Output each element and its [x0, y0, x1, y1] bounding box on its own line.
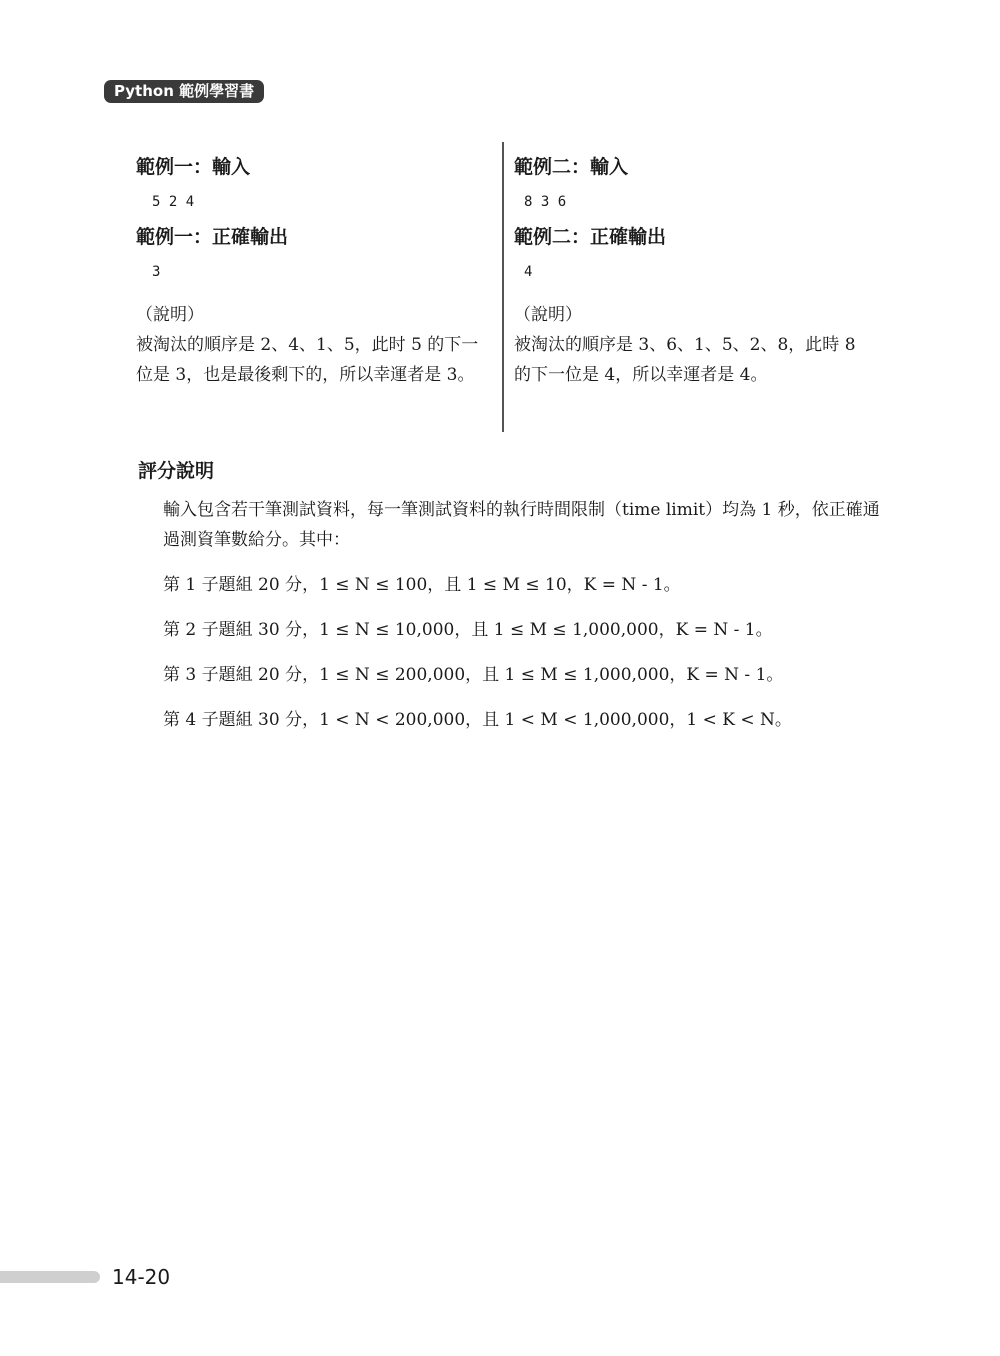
book-title-badge: Python 範例學習書: [104, 80, 264, 103]
subtask-rule-3: 第 3 子題組 20 分，1 ≤ N ≤ 200,000，且 1 ≤ M ≤ 1,000,000，K = N - 1。: [163, 665, 784, 685]
scoring-title: 評分說明: [138, 460, 215, 482]
subtask-rule-4: 第 4 子題組 30 分，1 < N < 200,000，且 1 < M < 1,000,000，1 < K < N。: [163, 710, 792, 730]
example-2-column: [514, 150, 864, 390]
example-2-input-heading: 範例二：輸入: [514, 156, 629, 178]
example-2-output-heading: 範例二：正確輸出: [514, 226, 667, 248]
example-2-note-label: （說明）: [514, 305, 582, 325]
example-1-note-label: （說明）: [136, 305, 204, 325]
example-1-note-text: 被淘汰的順序是 2、4、1、5，此时 5 的下一位是 3，也是最後剩下的，所以幸運者是 3。: [136, 335, 479, 385]
example-1-column: [136, 150, 486, 390]
page-number: 14-20: [112, 1265, 171, 1289]
footer-bar: [0, 1271, 100, 1283]
example-1-input-value: 5 2 4: [152, 194, 195, 210]
example-1-output-value: 3: [152, 264, 161, 280]
column-divider: [502, 142, 504, 432]
scoring-intro: 輸入包含若干筆測試資料，每一筆測試資料的執行時間限制（time limit）均為 1 秒，依正確通過測資筆數給分。其中：: [163, 500, 880, 550]
example-1-input-heading: 範例一：輸入: [136, 156, 251, 178]
example-2-input-value: 8 3 6: [524, 194, 567, 210]
subtask-rule-2: 第 2 子題組 30 分，1 ≤ N ≤ 10,000，且 1 ≤ M ≤ 1,000,000，K = N - 1。: [163, 620, 773, 640]
example-1-output-heading: 範例一：正確輸出: [136, 226, 289, 248]
example-2-note-text: 被淘汰的順序是 3、6、1、5、2、8，此時 8 的下一位是 4，所以幸運者是 4。: [514, 335, 856, 385]
subtask-rule-1: 第 1 子題組 20 分，1 ≤ N ≤ 100，且 1 ≤ M ≤ 10，K = N - 1。: [163, 575, 681, 595]
example-2-output-value: 4: [524, 264, 533, 280]
